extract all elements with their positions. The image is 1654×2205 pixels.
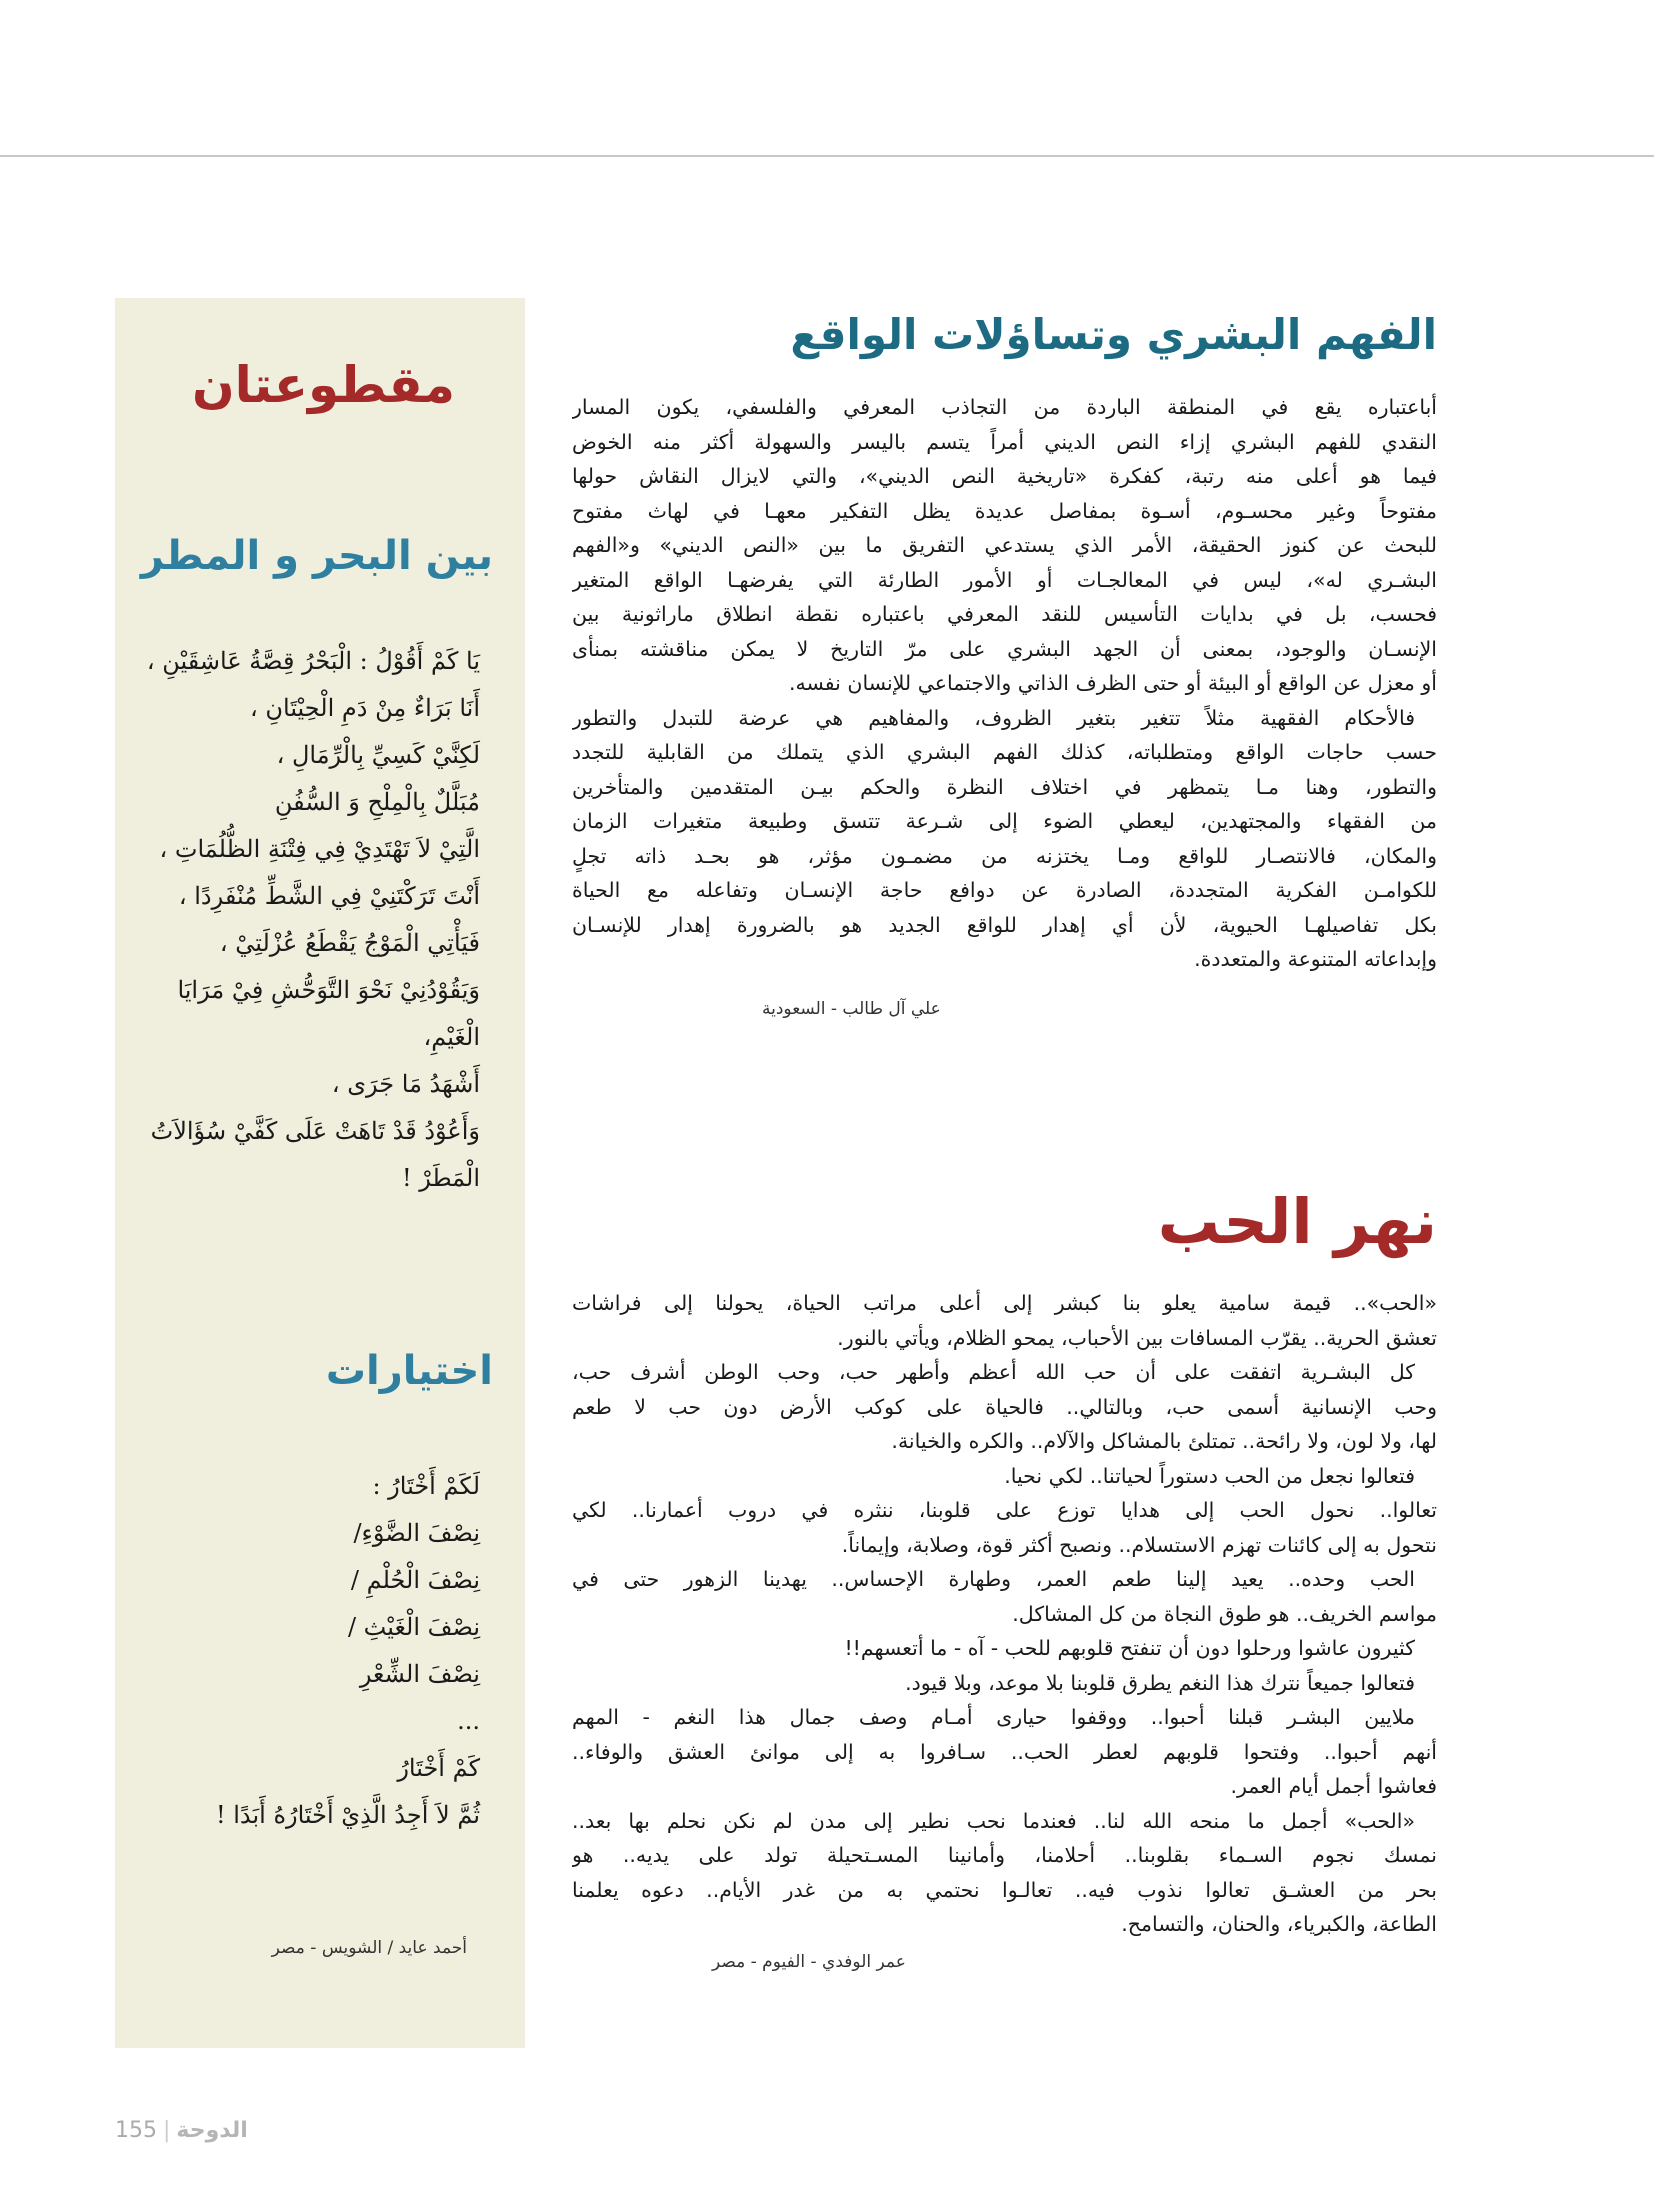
text-line: فعاشوا أجمل أيام العمر.: [1230, 1774, 1437, 1798]
text-line: أو معزل عن الواقع أو البيئة أو حتى الظرف الذاتي والاجتماعي للإنسان نفسه.: [789, 671, 1437, 695]
text-line: «الحب».. قيمة سامية يعلو بنا كبشر إلى أعلى مراتب الحياة، يحولنا إلى فراشات: [572, 1291, 1437, 1315]
poem-line: لَكِنَّيْ كَسِيِّ بِالْرِّمَالِ ،: [276, 741, 480, 769]
poem-line: نِصْفَ الْحُلْمِ /: [350, 1566, 480, 1594]
text-line: حسب حاجات الواقع ومتطلباته، كذلك الفهم البشري الذي يتملك من القابلية للتجدد: [572, 740, 1437, 764]
poem-line: يَا كَمْ أَقُوْلُ : الْبَحْرُ قِصَّةُ عَاشِقَيْنِ ،: [146, 647, 480, 675]
text-line: من الفقهاء والمجتهدين، ليعطي الضوء إلى شـرعة تتسق وطبيعة متغيرات الزمان: [572, 809, 1437, 833]
text-line: فحسب، بل في بدايات التأسيس للنقد المعرفي باعتباره نقطة انطلاق ماراثونية بين: [572, 602, 1437, 626]
text-line: للبحث عن كنوز الحقيقة، الأمر الذي يستدعي التفريق ما بين «النص الديني» و«الفهم: [572, 533, 1437, 557]
text-line: فيما هو أعلى منه رتبة، كفكرة «تاريخية النص الديني»، والتي لايزال النقاش حولها: [572, 464, 1437, 488]
text-line: نتحول به إلى كائنات تهزم الاستسلام.. ونصبح أكثر قوة، وصلابة، وإيماناً.: [841, 1532, 1437, 1557]
text-line: بكل تفاصيلهـا الحيوية، لأن أي إهدار للواقع الجديد هو بالضرورة إهدار للإنسـان: [572, 912, 1437, 937]
article1-title: الفهم البشري وتساؤلات الواقع: [790, 310, 1437, 359]
text-line: أباعتباره يقع في المنطقة الباردة من التجاذب المعرفي والفلسفي، يكون المسار: [572, 395, 1437, 419]
text-line: كثيرون عاشوا ورحلوا دون أن تنفتح قلوبهم للحب - آه - ما أتعسهم!!: [844, 1636, 1415, 1660]
text-line: بحر من العشـق تعالوا نذوب فيه.. تعالـوا نحتمي به من غدر الأيام.. دعوه يعلمنا: [572, 1877, 1437, 1902]
article1-body: [572, 390, 1437, 977]
poem-line: لَكَمْ أَخْتَارُ :: [372, 1472, 480, 1500]
poem1-title: بين البحر و المطر: [140, 533, 493, 579]
top-divider: [0, 155, 1654, 157]
poem-line: كَمْ أَخْتَارُ: [397, 1754, 480, 1782]
poem-line: الْمَطَرْ !: [401, 1164, 480, 1192]
poem-line: مُبَلَّلٌ بِالْمِلْحِ وَ السُّفُنِ: [274, 788, 480, 816]
text-line: فتعالوا نجعل من الحب دستوراً لحياتنا.. لكي نحيا.: [1004, 1463, 1415, 1488]
magazine-name: الدوحة: [176, 2118, 248, 2143]
text-line: نمسك نجوم السـماء بقلوبنا.. أحلامنا، وأمانينا المسـتحيلة تولد على يديه.. هو: [572, 1843, 1437, 1867]
poem-line: نِصْفَ الشِّعْرِ: [359, 1660, 480, 1688]
poem-line: نِصْفَ الْغَيْثِ /: [347, 1613, 480, 1641]
page-number: 155: [115, 2118, 157, 2143]
text-line: فتعالوا جميعاً نترك هذا النغم يطرق قلوبنا بلا موعد، وبلا قيود.: [905, 1670, 1415, 1695]
poem-line: وَأَعُوْدُ قَدْ تَاهَتْ عَلَى كَفَّيْ سُؤَالاَتُ: [150, 1117, 480, 1145]
text-line: النقدي للفهم البشري إزاء النص الديني أمراً يتسم باليسر والسهولة أكثر منه الخوض: [572, 429, 1437, 454]
text-line: البشـري له»، ليس في المعالجـات أو الأمور الطارئة التي يفرضهـا الواقع المتغير: [572, 567, 1437, 592]
text-line: لها، ولا لون، ولا رائحة.. تمتلئ بالمشاكل والآلام.. والكره والخيانة.: [891, 1429, 1437, 1453]
poem-line: الْغَيْمِ،: [423, 1023, 480, 1051]
text-line: فالأحكام الفقهية مثلاً تتغير بتغير الظروف، والمفاهيم هي عرضة للتبدل والتطور: [572, 705, 1415, 730]
text-line: مفتوحاً وغير محسـوم، أسـوة بمفاصل عديدة يظل التفكير معهـا في لهاث مفتوح: [572, 498, 1437, 523]
poem-line: وَيَقُوْدُنِيْ نَحْوَ التَّوَحُّشِ فِيْ مَرَايَا: [177, 976, 480, 1004]
poem-line: ثُمَّ لاَ أَجِدُ الَّذِيْ أَخْتَارُهُ أَبَدًا !: [215, 1801, 480, 1829]
text-line: أنهم أحبوا.. وفتحوا قلوبهم لعطر الحب.. سـافروا به إلى موانئ العشق والوفاء..: [572, 1739, 1437, 1764]
article2-body: [572, 1286, 1437, 1942]
page-footer: [115, 2118, 248, 2143]
poem-line: ...: [457, 1707, 480, 1735]
poem-line: فَيَأْتِي الْمَوْجُ يَقْطَعُ عُزْلَتِيْ ،: [219, 929, 480, 957]
article1-author: علي آل طالب - السعودية: [762, 998, 941, 1019]
poem1-body: [137, 638, 480, 1202]
text-line: «الحب» أجمل ما منحه الله لنا.. فعندما نحب نطير إلى مدن لم نكن نحلم بها بعد..: [572, 1808, 1415, 1833]
text-line: الإنسـان والوجود، بمعنى أن الجهد البشري على مرّ التاريخ لا يمكن مناقشته بمنأى: [572, 636, 1437, 661]
text-line: الحب وحده.. يعيد إلينا طعم العمر، وطهارة الإحساس.. يهدينا الزهور حتى في: [572, 1567, 1415, 1591]
article-human-understanding: [572, 300, 1437, 1019]
text-line: وحب الإنسانية أسمى حب، وبالتالي.. فالحياة على كوكب الأرض دون حب لا طعم: [572, 1394, 1437, 1419]
text-line: الطاعة، والكبرياء، والحنان، والتسامح.: [1121, 1912, 1437, 1936]
text-line: تعالوا.. نحول الحب إلى هدايا توزع على قلوبنا، ننثره في دروب أعمارنا.. لكي: [572, 1498, 1437, 1522]
article2-author: عمر الوفدي - الفيوم - مصر: [712, 1951, 906, 1972]
poem-line: الَّتِيْ لاَ تَهْتَدِيْ فِي فِتْنَةِ الظُّلُمَاتِ ،: [159, 835, 480, 863]
text-line: كل البشـرية اتفقت على أن حب الله أعظم وأطهر حب، وحب الوطن أشرف حب،: [572, 1360, 1415, 1384]
text-line: ملايين البشـر قبلنا أحبوا.. ووقفوا حيارى أمـام وصف جمال هذا النغم - المهم: [572, 1705, 1415, 1729]
text-line: والمكان، فالانتصـار للواقع ومـا يختزنه من مضمـون مؤثر، هو بحـد ذاته تجلٍ: [572, 843, 1437, 868]
article-river-of-love: [572, 1170, 1437, 1972]
sidebar-title: مقطوعتان: [191, 356, 455, 414]
poem-line: نِصْفَ الضَّوْءِ/: [353, 1519, 480, 1547]
text-line: والتطور، وهنا مـا يتمظهر في اختلاف النظرة والحكم بيـن المتقدمين والمتأخرين: [572, 774, 1437, 799]
text-line: مواسم الخريف.. هو طوق النجاة من كل المشاكل.: [1012, 1601, 1437, 1626]
poems-sidebar: [115, 298, 525, 2048]
poem-line: أَنَا بَرَاءٌ مِنْ دَمِ الْحِيْتَانِ ،: [250, 694, 480, 722]
footer-separator: |: [163, 2118, 171, 2143]
text-line: وإبداعاته المتنوعة والمتعددة.: [1194, 947, 1437, 971]
article2-title: نهر الحب: [1157, 1185, 1437, 1258]
text-line: تعشق الحرية.. يقرّب المسافات بين الأحباب، يمحو الظلام، ويأتي بالنور.: [837, 1325, 1437, 1350]
poem2-title: اختيارات: [325, 1348, 493, 1394]
sidebar-author: أحمد عايد / الشويس - مصر: [271, 1938, 467, 1958]
poem-line: أَشْهَدُ مَا جَرَى ،: [331, 1070, 480, 1098]
poem-line: أَنْتَ تَرَكْتَنِيْ فِي الشَّطِّ مُنْفَرِدًا ،: [178, 882, 480, 910]
text-line: للكوامـن الفكرية المتجددة، الصادرة عن دوافع حاجة الإنسـان وتفاعله مع الحياة: [572, 878, 1437, 902]
poem2-body: [137, 1463, 480, 1839]
